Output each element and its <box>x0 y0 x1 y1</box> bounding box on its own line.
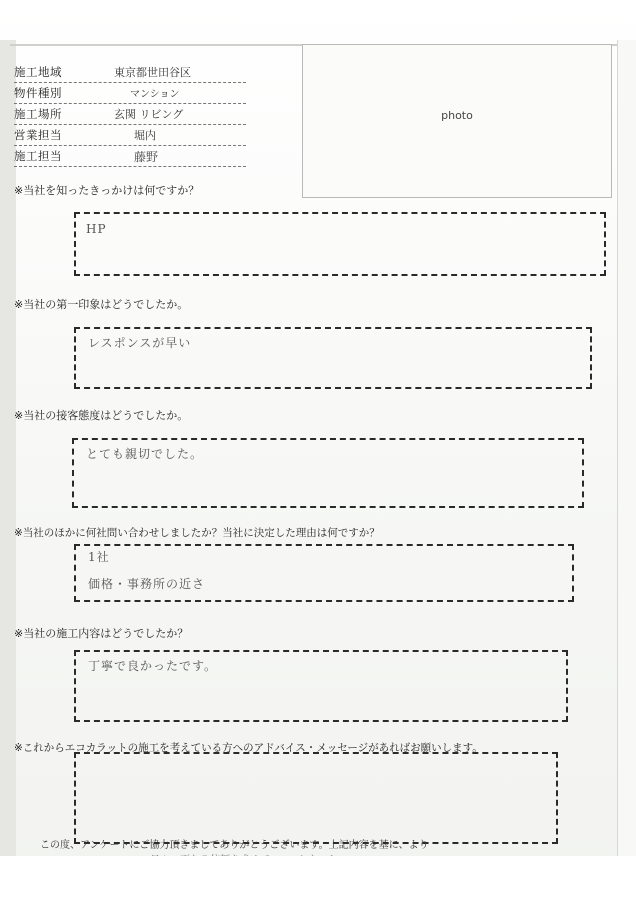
construction-label: 施工担当 <box>14 149 62 163</box>
construction-value: 藤野 <box>134 150 159 164</box>
answer-5: 丁寧で良かったです。 <box>88 659 218 673</box>
type-label: 物件種別 <box>14 86 62 100</box>
answer-box-1 <box>74 212 606 276</box>
answer-4-line-1: 1社 <box>88 550 110 564</box>
answer-box-6 <box>74 752 558 844</box>
question-4: ※当社のほかに何社問い合わせしましたか？当社に決定した理由は何ですか？ <box>14 527 380 539</box>
question-2: ※当社の第一印象はどうでしたか。 <box>14 298 189 311</box>
photo-label: photo <box>441 109 473 122</box>
photo-placeholder <box>302 44 612 198</box>
footer-thanks: この度、アンケートにご協力頂きましてありがとうございます。上記内容を基に、より <box>40 840 429 851</box>
answer-2: レスポンスが早い <box>88 336 192 350</box>
bottom-margin <box>0 856 636 900</box>
place-label: 施工場所 <box>14 107 62 121</box>
info-row-area <box>14 64 246 83</box>
answer-1: HP <box>86 222 107 236</box>
sales-value: 堀内 <box>134 129 156 142</box>
answer-box-4 <box>74 544 574 602</box>
place-value: 玄関 リビング <box>114 108 184 121</box>
scan-edge-right <box>617 40 636 860</box>
area-label: 施工地域 <box>14 65 62 79</box>
answer-3: とても親切でした。 <box>86 447 204 461</box>
info-row-sales <box>14 127 246 146</box>
type-value: マンション <box>130 89 180 100</box>
sales-label: 営業担当 <box>14 128 62 142</box>
answer-4-line-2: 価格・事務所の近さ <box>88 577 206 591</box>
question-3: ※当社の接客態度はどうでしたか。 <box>14 409 189 422</box>
info-row-type <box>14 85 246 104</box>
question-5: ※当社の施工内容はどうでしたか？ <box>14 627 189 640</box>
info-row-place <box>14 106 246 125</box>
question-1: ※当社を知ったきっかけは何ですか？ <box>14 184 200 197</box>
area-value: 東京都世田谷区 <box>114 66 191 79</box>
info-row-construction <box>14 148 246 167</box>
question-6: ※これからエコカラットの施工を考えている方へのアドバイス・メッセージがあればお願いします。 <box>14 742 483 754</box>
